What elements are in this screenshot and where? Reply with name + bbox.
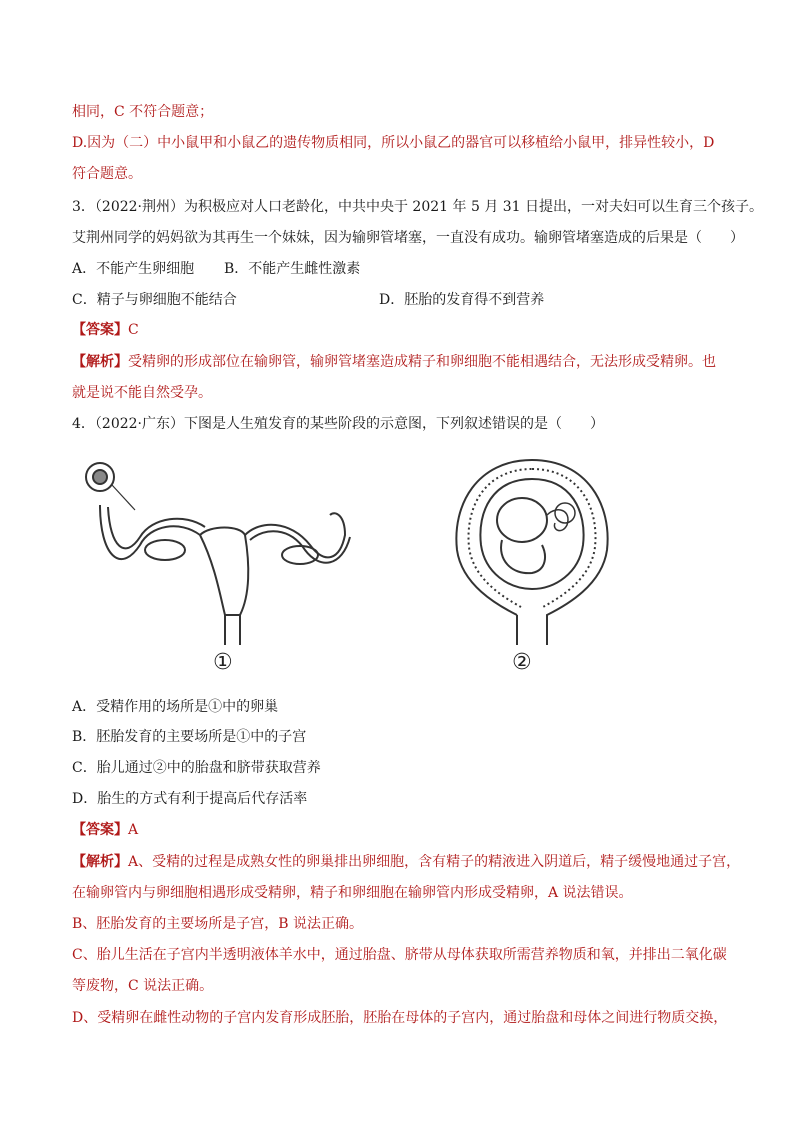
question-3-stem: 3．（2022·荆州）为积极应对人口老龄化，中共中央于 2021 年 5 月 31 日提出，一对夫妇可以生育三个孩子。	[72, 199, 764, 215]
text-line: 符合题意。	[72, 166, 142, 182]
explanation-text: A、受精的过程是成熟女性的卵巢排出卵细胞，含有精子的精液进入阴道后，精子缓慢地通过子宫，	[128, 854, 741, 870]
answer	[72, 320, 139, 340]
text-line: D.因为（二）中小鼠甲和小鼠乙的遗传物质相同，所以小鼠乙的器官可以移植给小鼠甲，排异性较小，D	[72, 135, 715, 151]
female-reproductive-system-figure	[80, 455, 370, 650]
explanation: B、胚胎发育的主要场所是子宫，B 说法正确。	[72, 916, 364, 932]
figure-2-label: ②	[512, 650, 532, 675]
option-b: B．胚胎发育的主要场所是①中的子宫	[72, 729, 307, 745]
answer	[72, 820, 138, 840]
explanation: 在输卵管内与卵细胞相遇形成受精卵，精子和卵细胞在输卵管内形成受精卵，A 说法错误。	[72, 885, 633, 901]
option-a: A．受精作用的场所是①中的卵巢	[72, 699, 279, 715]
option-c: C．精子与卵细胞不能结合	[72, 292, 237, 308]
explanation-tag: 【解析】	[72, 354, 128, 370]
explanation: D、受精卵在雌性动物的子宫内发育形成胚胎，胚胎在母体的子宫内，通过胎盘和母体之间进行物质交换，	[72, 1010, 728, 1026]
answer-tag: 【答案】	[72, 322, 128, 338]
explanation	[72, 852, 740, 872]
question-3-stem: 艾荆州同学的妈妈欲为其再生一个妹妹，因为输卵管堵塞，一直没有成功。输卵管堵塞造成的后果是（ ）	[72, 230, 744, 246]
question-4-stem: 4．（2022·广东）下图是人生殖发育的某些阶段的示意图，下列叙述错误的是（ ）	[72, 416, 604, 432]
figure-1-label: ①	[213, 650, 233, 675]
answer-value: C	[128, 322, 139, 338]
text-line: 相同，C 不符合题意；	[72, 104, 214, 120]
answer-tag: 【答案】	[72, 822, 128, 838]
explanation: 等废物，C 说法正确。	[72, 978, 214, 994]
fetus-in-uterus-figure	[447, 455, 617, 650]
explanation	[72, 352, 716, 372]
option-b: B．不能产生雌性激素	[224, 261, 361, 277]
option-a: A．不能产生卵细胞	[72, 261, 195, 277]
explanation: C、胎儿生活在子宫内半透明液体羊水中，通过胎盘、脐带从母体获取所需营养物质和氧，并排出二氧化碳	[72, 947, 727, 963]
option-d: D．胎生的方式有利于提高后代存活率	[72, 791, 308, 807]
answer-value: A	[128, 822, 139, 838]
explanation-text: 受精卵的形成部位在输卵管，输卵管堵塞造成精子和卵细胞不能相遇结合，无法形成受精卵。也	[128, 354, 716, 370]
explanation-tag: 【解析】	[72, 854, 128, 870]
option-d: D．胚胎的发育得不到营养	[379, 292, 545, 308]
option-c: C．胎儿通过②中的胎盘和脐带获取营养	[72, 760, 321, 776]
explanation: 就是说不能自然受孕。	[72, 385, 212, 401]
